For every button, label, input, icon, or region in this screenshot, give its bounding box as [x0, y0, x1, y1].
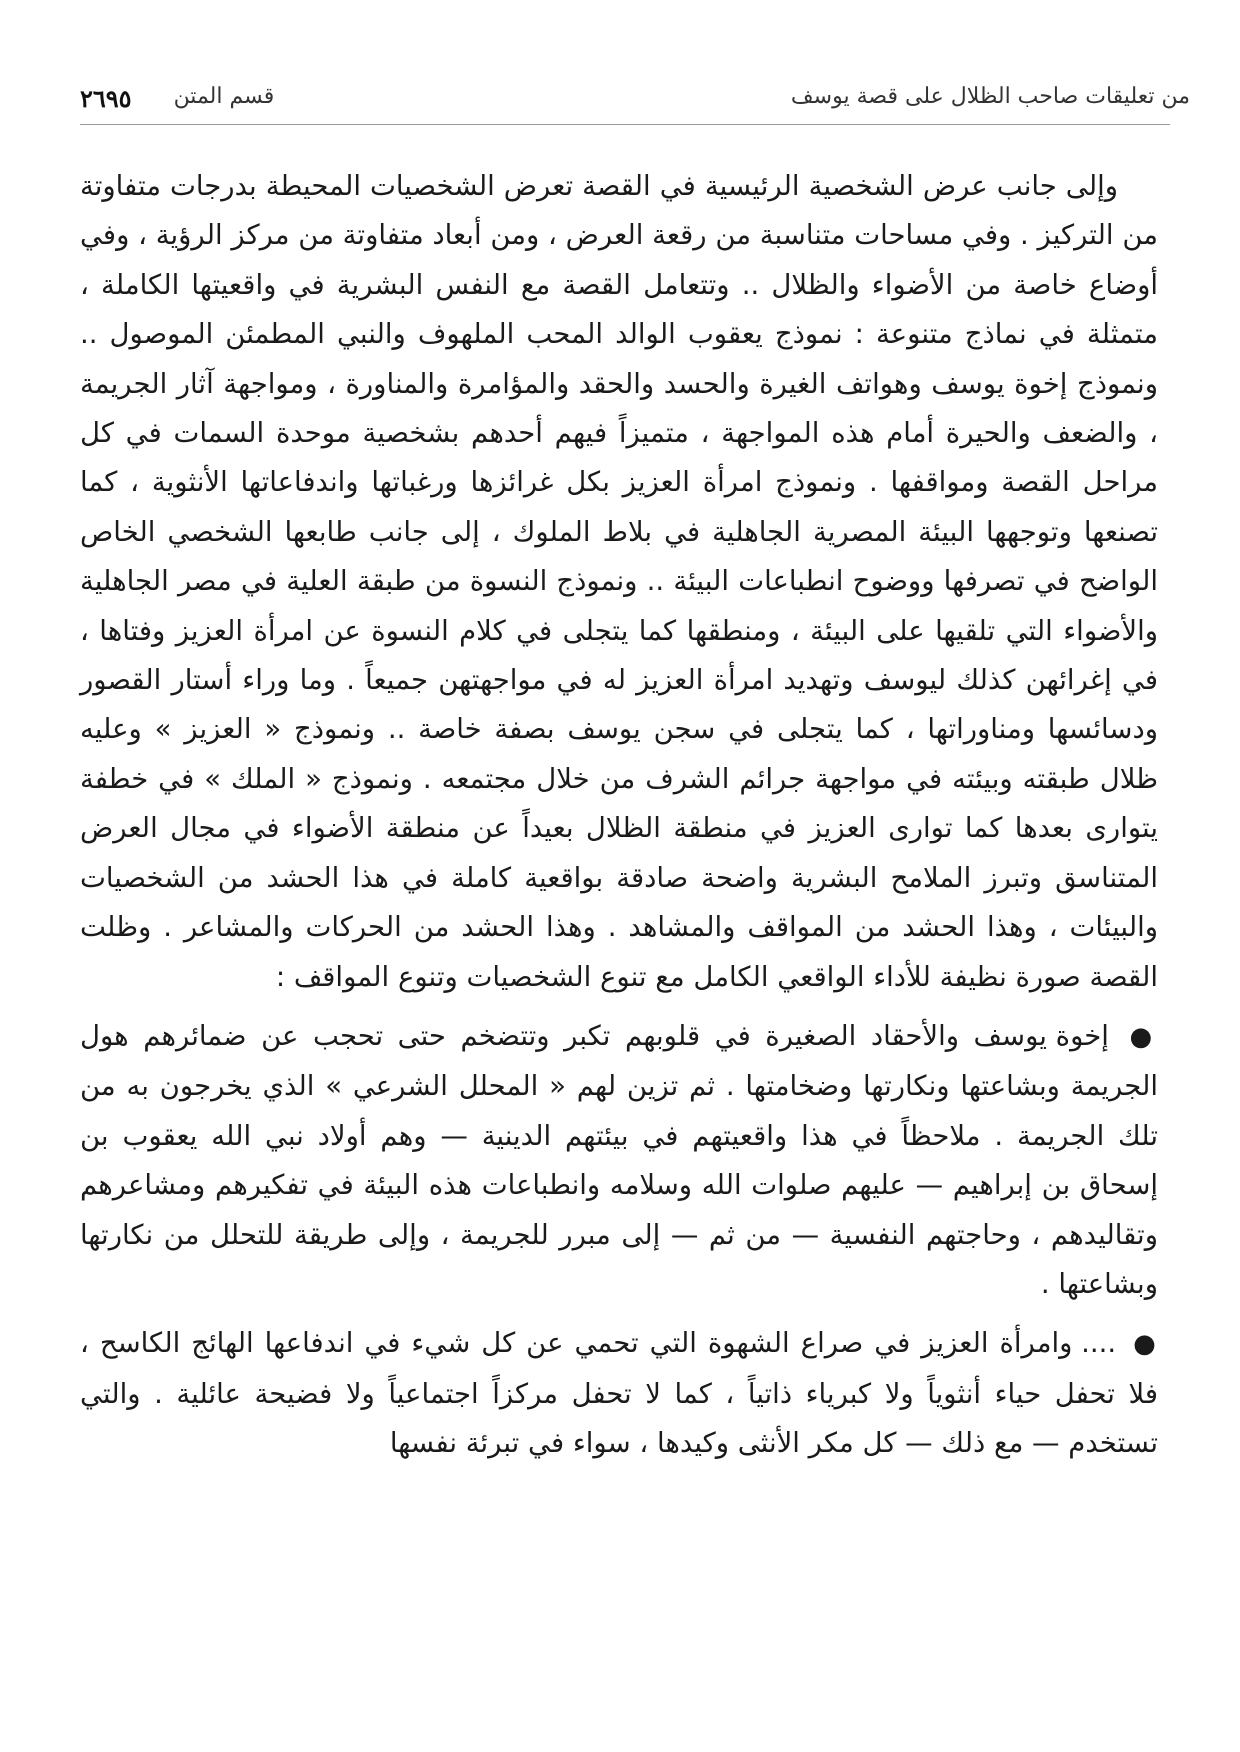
header-meta: [80, 84, 274, 113]
page-number: ٢٦٩٥: [80, 84, 132, 113]
bullet-icon: ●: [1133, 1329, 1158, 1360]
bullet-text: .... وامرأة العزيز في صراع الشهوة التي تحمي عن كل شيء في اندفاعها الهائج الكاسح ، فلا تحفل حياء أنثوياً ولا كبرياء ذاتياً ، كما لا تحفل مركزاً اجتماعياً ولا فضيحة عائلية . والتي تستخدم — مع ذلك — كل مكر الأنثى وكيدها ، سواء في تبرئة نفسها: [80, 1327, 1158, 1460]
body-text: [80, 162, 1158, 1469]
section-name: قسم المتن: [173, 84, 275, 109]
header-divider: [80, 124, 1170, 125]
bullet-text: إخوة يوسف والأحقاد الصغيرة في قلوبهم تكبر وتتضخم حتى تحجب عن ضمائرهم هول الجريمة وبشاعتها ونكارتها وضخامتها . ثم تزين لهم « المحلل الشرعي » الذي يخرجون به من تلك الجريمة . ملاحظاً في هذا واقعيتهم في بيئتهم الدينية — وهم أولاد نبي الله يعقوب بن إسحاق بن إبراهيم — عليهم صلوات الله وسلامه وانطباعات هذه البيئة في تفكيرهم ومشاعرهم وتقاليدهم ، وحاجتهم النفسية — من ثم — إلى مبرر للجريمة ، وإلى طريقة للتحلل من نكارتها وبشاعتها .: [80, 1019, 1158, 1300]
bullet-paragraph: [80, 1319, 1158, 1468]
bullet-paragraph: [80, 1012, 1158, 1309]
running-header: [80, 78, 1190, 118]
bullet-icon: ●: [1129, 1021, 1158, 1052]
header-title: من تعليقات صاحب الظلال على قصة يوسف: [790, 84, 1190, 109]
paragraph-intro: وإلى جانب عرض الشخصية الرئيسية في القصة تعرض الشخصيات المحيطة بدرجات متفاوتة من التركيز . وفي مساحات متناسبة من رقعة العرض ، ومن أبعاد متفاوتة من مركز الرؤية ، وفي أوضاع خاصة من الأضواء والظلال .. وتتعامل القصة مع النفس البشرية في واقعيتها الكاملة ، متمثلة في نماذج متنوعة : نموذج يعقوب الوالد المحب الملهوف والنبي المطمئن الموصول .. ونموذج إخوة يوسف وهواتف الغيرة والحسد والحقد والمؤامرة والمناورة ، ومواجهة آثار الجريمة ، والضعف والحيرة أمام هذه المواجهة ، متميزاً فيهم أحدهم بشخصية موحدة السمات في كل مراحل القصة ومواقفها . ونموذج امرأة العزيز بكل غرائزها ورغباتها واندفاعاتها الأنثوية ، كما تصنعها وتوجهها البيئة المصرية الجاهلية في بلاط الملوك ، إلى جانب طابعها الشخصي الخاص الواضح في تصرفها ووضوح انطباعات البيئة .. ونموذج النسوة من طبقة العلية في مصر الجاهلية والأضواء التي تلقيها على البيئة ، ومنطقها كما يتجلى في كلام النسوة عن امرأة العزيز وفتاها ، في إغرائهن كذلك ليوسف وتهديد امرأة العزيز له في مواجهتهن جميعاً . وما وراء أستار القصور ودسائسها ومناوراتها ، كما يتجلى في سجن يوسف بصفة خاصة .. ونموذج « العزيز » وعليه ظلال طبقته وبيئته في مواجهة جرائم الشرف من خلال مجتمعه . ونموذج « الملك » في خطفة يتوارى بعدها كما توارى العزيز في منطقة الظلال بعيداً عن منطقة الأضواء في مجال العرض المتناسق وتبرز الملامح البشرية واضحة صادقة بواقعية كاملة في هذا الحشد من الشخصيات والبيئات ، وهذا الحشد من المواقف والمشاهد . وهذا الحشد من الحركات والمشاعر . وظلت القصة صورة نظيفة للأداء الواقعي الكامل مع تنوع الشخصيات وتنوع المواقف :: [80, 170, 1158, 993]
